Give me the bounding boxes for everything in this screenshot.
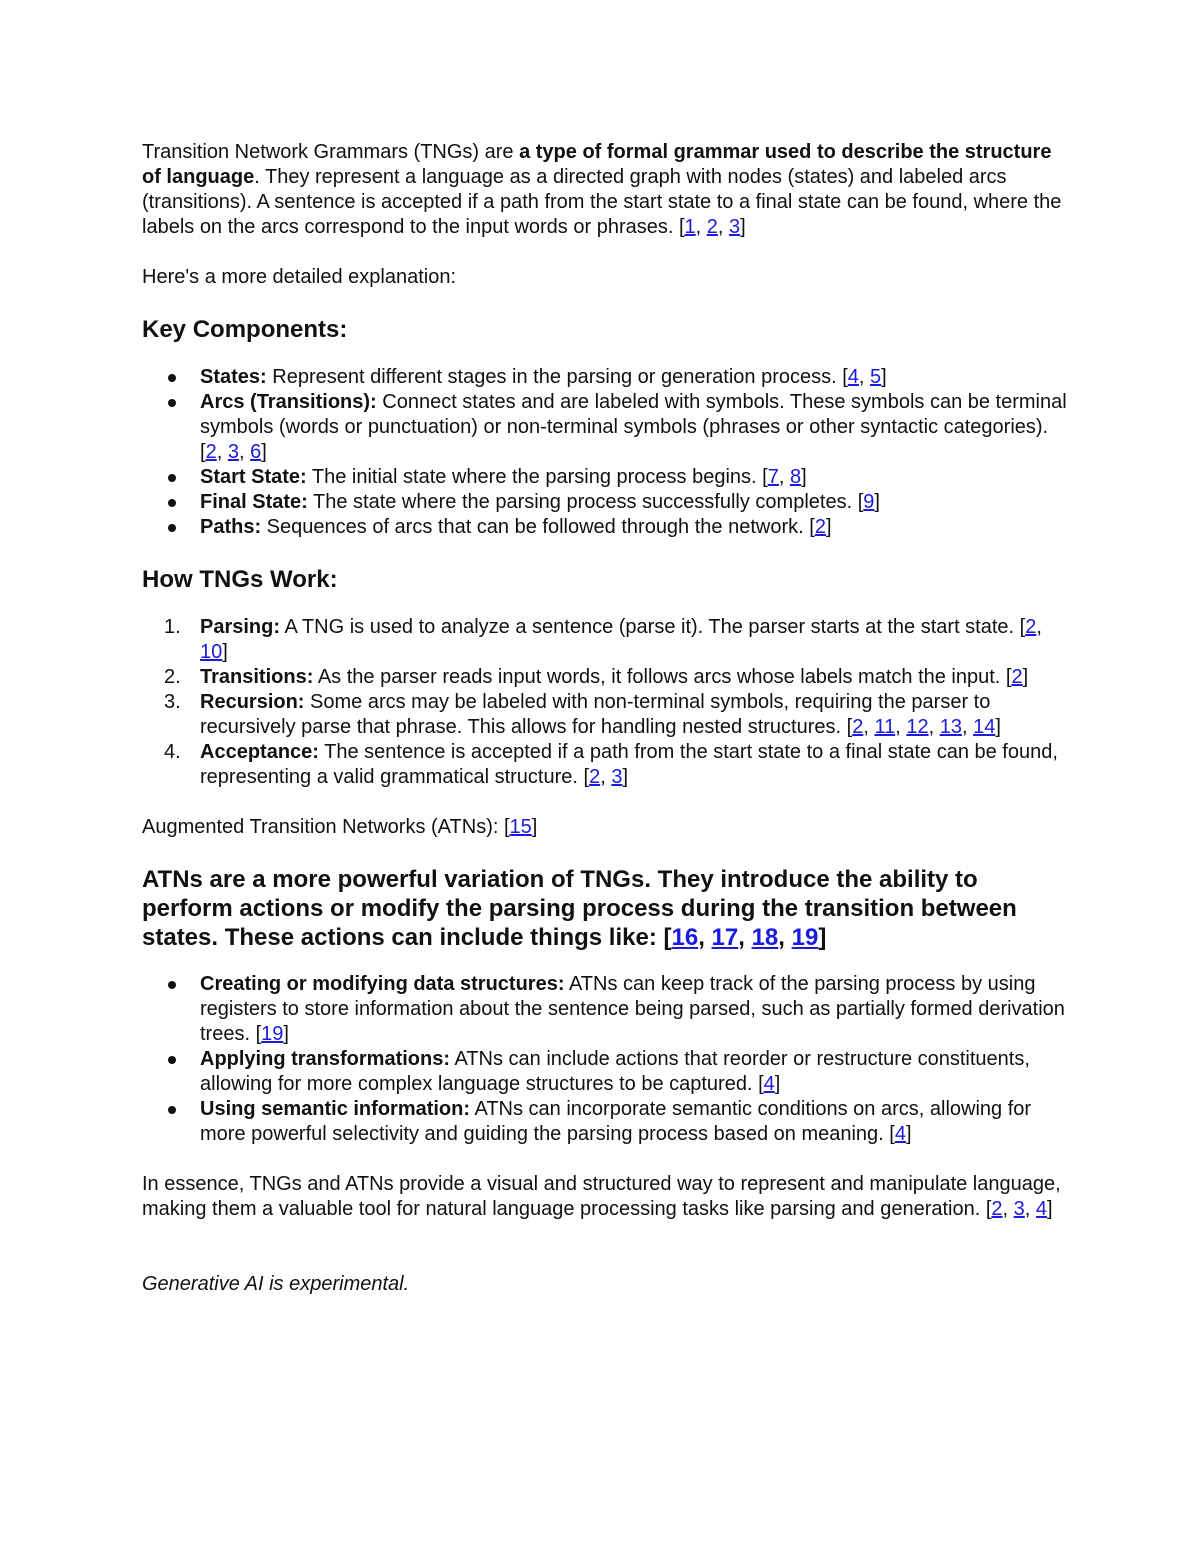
list-item-description: ATNs can include actions that reorder or restructure constituents, allowing for more complex language structures to be captured. (200, 1048, 1030, 1095)
list-item-citations: [2] (1005, 666, 1029, 688)
list-item-citations: [4] (889, 1123, 912, 1145)
list-item-description: The state where the parsing process successfully completes. (307, 491, 858, 513)
citation-link[interactable]: 3 (611, 766, 623, 788)
list-item-term: Recursion: (200, 691, 305, 713)
list-item-term: Parsing: (200, 616, 281, 638)
atn-heading-text: ATNs are a more powerful variation of TNGs. They introduce the ability to perform actions or modify the parsing process during the transition between states. These actions can include things like: (142, 866, 1017, 951)
list-number: 2. (164, 666, 181, 688)
citation-link[interactable]: 17 (711, 924, 739, 951)
list-item-term: Applying transformations: (200, 1048, 451, 1070)
list-item-term: Creating or modifying data structures: (200, 973, 565, 995)
list-item-citations: [2] (809, 516, 832, 538)
intro-citations: [1, 2, 3] (678, 216, 746, 238)
citation-link[interactable]: 2 (991, 1198, 1003, 1220)
citation-link[interactable]: 3 (227, 441, 239, 463)
bullet-icon (168, 499, 176, 507)
list-item-description: The sentence is accepted if a path from the start state to a final state can be found, representing a valid grammatical structure. (200, 741, 1058, 788)
citation-link[interactable]: 15 (509, 816, 532, 838)
atn-heading-citations: [16, 17, 18, 19] (663, 924, 827, 951)
citation-link[interactable]: 19 (261, 1023, 284, 1045)
citation-link[interactable]: 5 (870, 366, 882, 388)
citation-link[interactable]: 2 (1025, 616, 1037, 638)
atn-actions-list (142, 972, 1067, 1147)
list-item-citations: [4, 5] (842, 366, 887, 388)
atn-intro-paragraph (142, 815, 1067, 840)
list-item-citations: [2, 11, 12, 13, 14] (846, 716, 1001, 738)
list-item-citations: [2, 3] (583, 766, 628, 788)
citation-link[interactable]: 12 (906, 716, 929, 738)
citation-link[interactable]: 18 (751, 924, 779, 951)
list-item (142, 365, 1067, 390)
list-item-term: Paths: (200, 516, 262, 538)
list-item-description: Represent different stages in the parsing or generation process. (266, 366, 843, 388)
list-item-description: The initial state where the parsing process begins. (306, 466, 763, 488)
list-item-description: ATNs can keep track of the parsing process by using registers to store information about the sentence being parsed, such as partially formed derivation trees. (200, 973, 1065, 1045)
list-number: 1. (164, 616, 181, 638)
citation-link[interactable]: 14 (973, 716, 996, 738)
list-number: 4. (164, 741, 181, 763)
key-components-list (142, 365, 1067, 540)
list-item (142, 972, 1067, 1047)
bullet-icon (168, 399, 176, 407)
citation-link[interactable]: 8 (789, 466, 802, 488)
list-item-citations: [4] (758, 1073, 781, 1095)
list-item (142, 665, 1067, 690)
citation-link[interactable]: 4 (847, 366, 859, 388)
citation-link[interactable]: 1 (684, 216, 696, 238)
bullet-icon (168, 981, 176, 989)
essence-citations: [2, 3, 4] (985, 1198, 1053, 1220)
list-item-citations: [9] (857, 491, 880, 513)
citation-link[interactable]: 6 (250, 441, 262, 463)
essence-paragraph (142, 1172, 1067, 1222)
citation-link[interactable]: 4 (763, 1073, 775, 1095)
bullet-icon (168, 524, 176, 532)
list-item (142, 490, 1067, 515)
list-item-term: Acceptance: (200, 741, 319, 763)
list-item-term: States: (200, 366, 267, 388)
atn-heading (142, 865, 1067, 952)
lead-paragraph: Here's a more detailed explanation: (142, 266, 457, 288)
list-item (142, 615, 1067, 665)
list-item-term: Start State: (200, 466, 307, 488)
citation-link[interactable]: 9 (863, 491, 875, 513)
list-item (142, 465, 1067, 490)
citation-link[interactable]: 7 (767, 466, 779, 488)
list-item (142, 390, 1067, 465)
bullet-icon (168, 374, 176, 382)
citation-link[interactable]: 10 (200, 641, 223, 663)
list-item (142, 690, 1067, 740)
list-item-citations: [19] (255, 1023, 289, 1045)
list-item-description: Sequences of arcs that can be followed through the network. (261, 516, 810, 538)
citation-link[interactable]: 13 (939, 716, 962, 738)
list-item-description: As the parser reads input words, it follows arcs whose labels match the input. (313, 666, 1006, 688)
list-item-description: A TNG is used to analyze a sentence (parse it). The parser starts at the start state. (280, 616, 1020, 638)
list-item-citations: [7, 8] (762, 466, 807, 488)
citation-link[interactable]: 2 (205, 441, 217, 463)
citation-link[interactable]: 4 (894, 1123, 906, 1145)
intro-lead-text: Transition Network Grammars (TNGs) are (142, 141, 520, 163)
citation-link[interactable]: 2 (814, 516, 826, 538)
citation-link[interactable]: 11 (874, 716, 896, 738)
intro-rest-text: . They represent a language as a directed graph with nodes (states) and labeled arcs (transitions). A sentence is accepted if a path from the start state to a final state can be found, where the labels on the arcs correspond to the input words or phrases. (142, 166, 1062, 238)
atn-intro-citations: [15] (503, 816, 538, 838)
document-body (142, 140, 1067, 1297)
how-tngs-work-heading: How TNGs Work: (142, 566, 338, 593)
citation-link[interactable]: 16 (671, 924, 699, 951)
footer-disclaimer: Generative AI is experimental. (142, 1273, 410, 1295)
citation-link[interactable]: 3 (729, 216, 741, 238)
intro-bold-text: a type of formal grammar used to describe the structure of language (142, 141, 1052, 188)
list-item-term: Final State: (200, 491, 308, 513)
list-item (142, 515, 1067, 540)
list-item-description: Some arcs may be labeled with non-terminal symbols, requiring the parser to recursively parse that phrase. This allows for handling nested structures. (200, 691, 991, 738)
bullet-icon (168, 474, 176, 482)
list-number: 3. (164, 691, 181, 713)
citation-link[interactable]: 2 (1011, 666, 1023, 688)
citation-link[interactable]: 19 (791, 924, 819, 951)
list-item-citations: [2, 3, 6] (200, 441, 267, 463)
citation-link[interactable]: 2 (852, 716, 864, 738)
bullet-icon (168, 1106, 176, 1114)
list-item-description: Connect states and are labeled with symbols. These symbols can be terminal symbols (words or punctuation) or non-terminal symbols (phrases or other syntactic categories). (200, 391, 1067, 438)
list-item (142, 740, 1067, 790)
list-item-term: Transitions: (200, 666, 314, 688)
essence-text: In essence, TNGs and ATNs provide a visual and structured way to represent and manipulate language, making them a valuable tool for natural language processing tasks like parsing and generation. (142, 1173, 1061, 1220)
list-item-term: Using semantic information: (200, 1098, 471, 1120)
citation-link[interactable]: 3 (1013, 1198, 1025, 1220)
list-item-description: ATNs can incorporate semantic conditions on arcs, allowing for more powerful selectivity and guiding the parsing process based on meaning. (200, 1098, 1032, 1145)
list-item (142, 1047, 1067, 1097)
list-item-term: Arcs (Transitions): (200, 391, 377, 413)
list-item (142, 1097, 1067, 1147)
bullet-icon (168, 1056, 176, 1064)
intro-paragraph (142, 140, 1067, 240)
how-tngs-work-list (142, 615, 1067, 790)
key-components-heading: Key Components: (142, 316, 348, 343)
list-item-citations: [2, 10] (200, 616, 1042, 663)
atn-intro-text: Augmented Transition Networks (ATNs): (142, 816, 504, 838)
citation-link[interactable]: 2 (589, 766, 601, 788)
citation-link[interactable]: 2 (706, 216, 718, 238)
citation-link[interactable]: 4 (1035, 1198, 1048, 1220)
